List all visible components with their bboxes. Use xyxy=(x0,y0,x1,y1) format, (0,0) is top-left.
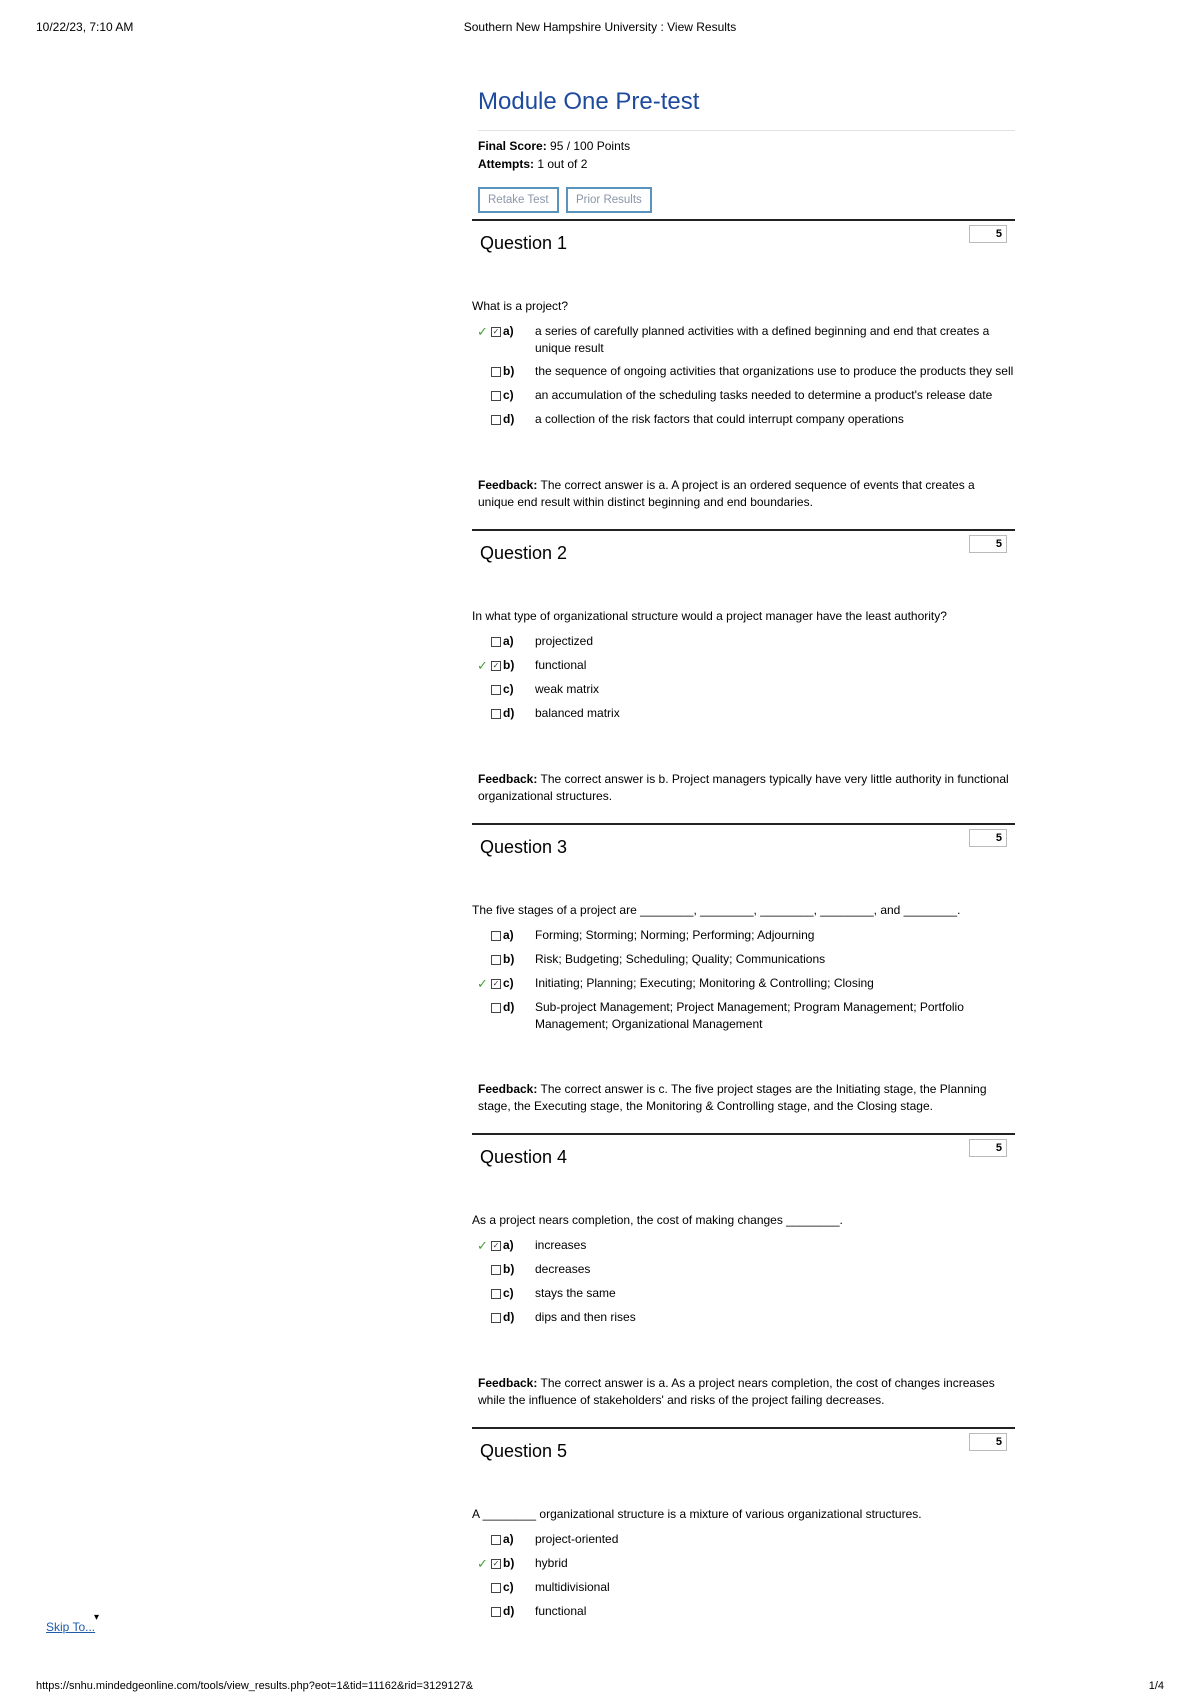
answer-option xyxy=(472,1309,1015,1327)
checkbox: ✓ xyxy=(492,979,500,988)
action-buttons xyxy=(478,187,1015,213)
print-page-title: Southern New Hampshire University : View Results xyxy=(463,20,737,34)
option-letter: d) xyxy=(503,412,515,426)
question-score: 5 xyxy=(969,1139,1007,1157)
checkbox xyxy=(491,1003,501,1013)
option-letter: a) xyxy=(503,634,514,648)
checkbox xyxy=(491,415,501,425)
answer-option xyxy=(472,411,1015,429)
attempts-value: 1 out of 2 xyxy=(537,157,588,171)
question-block xyxy=(472,823,1015,1115)
option-letter: c) xyxy=(503,976,514,990)
option-letter: d) xyxy=(503,706,515,720)
option-letter: b) xyxy=(503,952,515,966)
checkbox xyxy=(491,1535,501,1545)
question-block xyxy=(472,1133,1015,1409)
feedback-label: Feedback: xyxy=(478,772,538,786)
option-text: hybrid xyxy=(535,1556,568,1570)
option-text: projectized xyxy=(535,634,594,648)
option-text: an accumulation of the scheduling tasks needed to determine a product's release date xyxy=(535,388,993,402)
question-text: As a project nears completion, the cost of making changes ________. xyxy=(472,1213,843,1227)
attempts-label: Attempts: xyxy=(478,157,534,171)
option-letter: b) xyxy=(503,1262,515,1276)
option-text: increases xyxy=(535,1238,587,1252)
print-date: 10/22/23, 7:10 AM xyxy=(36,20,134,34)
feedback-text: The correct answer is c. The five project stages are the Initiating stage, the Planning stage, the Executing stage, the Monitoring & Controlling stage, and the Closing stage. xyxy=(478,1082,987,1113)
print-header xyxy=(36,20,1164,36)
option-text: a collection of the risk factors that could interrupt company operations xyxy=(535,412,904,426)
question-block xyxy=(472,219,1015,511)
checkbox xyxy=(491,1265,501,1275)
prior-results-button[interactable]: Prior Results xyxy=(566,187,652,213)
checkbox xyxy=(491,367,501,377)
question-feedback xyxy=(478,771,1009,805)
option-letter: c) xyxy=(503,1580,514,1594)
option-text: Risk; Budgeting; Scheduling; Quality; Communications xyxy=(535,952,826,966)
option-text: weak matrix xyxy=(535,682,600,696)
question-score: 5 xyxy=(969,535,1007,553)
caret-down-icon[interactable]: ▾ xyxy=(94,1612,100,1623)
option-text: multidivisional xyxy=(535,1580,610,1594)
checkbox xyxy=(491,637,501,647)
checkbox xyxy=(491,1313,501,1323)
question-text: What is a project? xyxy=(472,299,569,313)
checkbox: ✓ xyxy=(492,1559,500,1568)
option-text: dips and then rises xyxy=(535,1310,636,1324)
answer-option xyxy=(472,633,1015,651)
option-text: project-oriented xyxy=(535,1532,619,1546)
question-score: 5 xyxy=(969,225,1007,243)
question-title: Question 1 xyxy=(480,233,568,253)
answer-option xyxy=(472,681,1015,699)
checkbox: ✓ xyxy=(492,661,500,670)
checkbox xyxy=(491,1607,501,1617)
option-text: functional xyxy=(535,658,587,672)
print-page-number: 1/4 xyxy=(1148,1680,1164,1692)
print-url: https://snhu.mindedgeonline.com/tools/view_results.php?eot=1&tid=11162&rid=3129127& xyxy=(36,1680,474,1692)
option-text: balanced matrix xyxy=(535,706,620,720)
final-score xyxy=(478,139,1015,157)
answer-option xyxy=(472,387,1015,405)
answer-option xyxy=(472,1237,1015,1255)
option-text: Sub-project Management; Project Management; Program Management; Portfolio Management; Organizational Management xyxy=(535,1000,964,1031)
answer-option xyxy=(472,1531,1015,1549)
checkbox: ✓ xyxy=(492,1241,500,1250)
question-feedback xyxy=(478,477,1009,511)
correct-check-icon: ✓ xyxy=(477,658,488,673)
final-score-value: 95 / 100 Points xyxy=(550,139,631,153)
checkbox xyxy=(491,685,501,695)
option-letter: d) xyxy=(503,1310,515,1324)
option-text: the sequence of ongoing activities that organizations use to produce the products they sell xyxy=(535,364,1014,378)
question-title: Question 3 xyxy=(480,837,568,857)
results-content xyxy=(472,88,1015,1627)
answer-option xyxy=(472,1261,1015,1279)
feedback-label: Feedback: xyxy=(478,1376,538,1390)
option-letter: d) xyxy=(503,1604,515,1618)
question-title: Question 4 xyxy=(480,1147,568,1167)
question-block xyxy=(472,1427,1015,1621)
answer-option xyxy=(472,1579,1015,1597)
answer-option xyxy=(472,657,1015,675)
page-title: Module One Pre-test xyxy=(478,88,700,115)
feedback-text: The correct answer is b. Project managers typically have very little authority in functional organizational structures. xyxy=(478,772,1009,803)
question-title: Question 2 xyxy=(480,543,568,563)
final-score-label: Final Score: xyxy=(478,139,547,153)
option-letter: c) xyxy=(503,682,514,696)
option-letter: c) xyxy=(503,1286,514,1300)
question-block xyxy=(472,529,1015,805)
correct-check-icon: ✓ xyxy=(477,976,488,991)
question-text: A ________ organizational structure is a mixture of various organizational structures. xyxy=(472,1507,922,1521)
correct-check-icon: ✓ xyxy=(477,1238,488,1253)
question-text: The five stages of a project are ________, ________, ________, ________, and ________. xyxy=(472,903,961,917)
checkbox xyxy=(491,1583,501,1593)
checkbox xyxy=(491,709,501,719)
answer-option xyxy=(472,323,1015,357)
checkbox xyxy=(491,391,501,401)
answer-option xyxy=(472,951,1015,969)
option-text: stays the same xyxy=(535,1286,616,1300)
checkbox xyxy=(491,1289,501,1299)
correct-check-icon: ✓ xyxy=(477,324,488,339)
option-text: functional xyxy=(535,1604,587,1618)
option-text: a series of carefully planned activities with a defined beginning and end that creates a unique result xyxy=(535,324,990,355)
attempts xyxy=(478,157,1015,175)
option-letter: b) xyxy=(503,1556,515,1570)
feedback-label: Feedback: xyxy=(478,478,538,492)
question-score: 5 xyxy=(969,1433,1007,1451)
option-text: Forming; Storming; Norming; Performing; Adjourning xyxy=(535,928,815,942)
title-divider xyxy=(478,130,1015,131)
answer-option xyxy=(472,999,1015,1033)
question-feedback xyxy=(478,1081,1009,1115)
answer-option xyxy=(472,363,1015,381)
correct-check-icon: ✓ xyxy=(477,1556,488,1571)
answer-option xyxy=(472,927,1015,945)
checkbox: ✓ xyxy=(492,327,500,336)
retake-test-button[interactable]: Retake Test xyxy=(478,187,559,213)
answer-option xyxy=(472,705,1015,723)
question-list xyxy=(472,219,1015,1621)
option-text: Initiating; Planning; Executing; Monitoring & Controlling; Closing xyxy=(535,976,874,990)
checkbox xyxy=(491,931,501,941)
checkbox xyxy=(491,955,501,965)
feedback-text: The correct answer is a. A project is an ordered sequence of events that creates a unique end result within distinct beginning and end boundaries. xyxy=(478,478,975,509)
option-letter: b) xyxy=(503,364,515,378)
option-letter: a) xyxy=(503,928,514,942)
option-letter: a) xyxy=(503,324,514,338)
answer-option xyxy=(472,1285,1015,1303)
option-letter: a) xyxy=(503,1532,514,1546)
question-score: 5 xyxy=(969,829,1007,847)
option-letter: b) xyxy=(503,658,515,672)
skip-to-link[interactable]: Skip To... xyxy=(46,1620,96,1634)
question-feedback xyxy=(478,1375,1009,1409)
answer-option xyxy=(472,1603,1015,1621)
print-footer xyxy=(36,1680,1164,1694)
option-text: decreases xyxy=(535,1262,591,1276)
option-letter: d) xyxy=(503,1000,515,1014)
question-title: Question 5 xyxy=(480,1441,568,1461)
option-letter: c) xyxy=(503,388,514,402)
feedback-text: The correct answer is a. As a project nears completion, the cost of changes increases while the influence of stakeholders' and risks of the project failing decreases. xyxy=(478,1376,995,1407)
feedback-label: Feedback: xyxy=(478,1082,538,1096)
option-letter: a) xyxy=(503,1238,514,1252)
answer-option xyxy=(472,975,1015,993)
answer-option xyxy=(472,1555,1015,1573)
question-text: In what type of organizational structure would a project manager have the least authority? xyxy=(472,609,947,623)
